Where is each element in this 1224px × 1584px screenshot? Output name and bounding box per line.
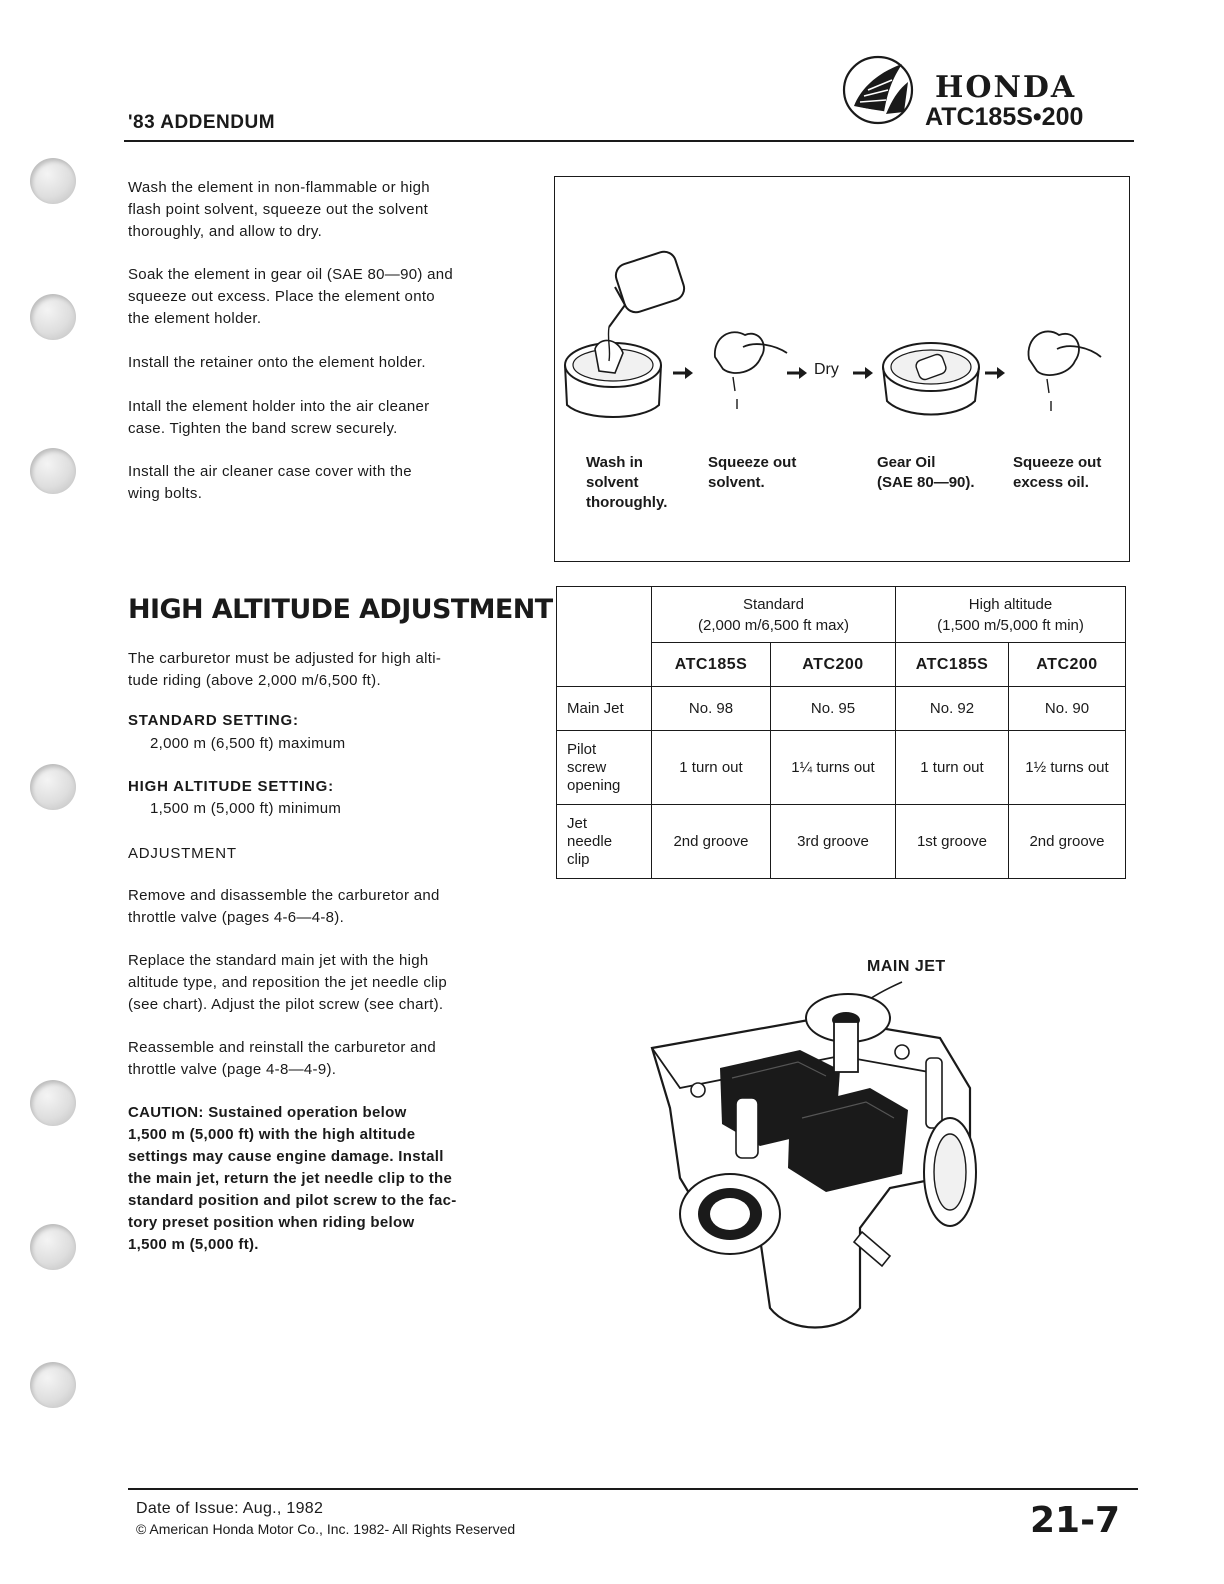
adjustment-step: Remove and disassemble the carburetor and throttle valve (pages 4-6—4-8).: [128, 887, 440, 926]
intro-paragraph: Intall the element holder into the air cleaner case. Tighten the band screw securely.: [128, 398, 430, 437]
table-cell: 3rd groove: [771, 805, 896, 879]
table-corner: [557, 587, 652, 687]
binder-hole: [30, 448, 76, 494]
adjustment-step: Replace the standard main jet with the high altitude type, and reposition the jet needle clip (see chart). Adjust the pilot screw (see chart).: [128, 952, 448, 1013]
table-cell: 2nd groove: [652, 805, 771, 879]
binder-hole: [30, 1224, 76, 1270]
table-row-label: Main Jet: [557, 687, 652, 731]
copyright-notice: © American Honda Motor Co., Inc. 1982- All Rights Reserved: [136, 1521, 516, 1537]
section-label: '83 ADDENDUM: [128, 112, 276, 133]
intro-paragraph: Install the retainer onto the element holder.: [128, 354, 426, 371]
footer-rule: [128, 1488, 1138, 1490]
binder-hole: [30, 294, 76, 340]
standard-setting-value: 2,000 m (6,500 ft) maximum: [150, 735, 346, 752]
table-model-header: ATC185S: [896, 643, 1009, 687]
step-caption: Wash in solvent thoroughly.: [586, 454, 668, 511]
high-altitude-setting-label: HIGH ALTITUDE SETTING:: [128, 778, 334, 795]
intro-paragraph: Soak the element in gear oil (SAE 80—90) and squeeze out excess. Place the element onto the element holder.: [128, 266, 454, 327]
brand-model: ATC185S•200: [925, 103, 1084, 131]
step-caption: Squeeze out excess oil.: [1013, 454, 1102, 491]
table-row: [557, 805, 1126, 879]
high-altitude-setting-value: 1,500 m (5,000 ft) minimum: [150, 800, 342, 817]
table-row-label: Pilot screw opening: [557, 731, 652, 805]
binder-hole: [30, 1080, 76, 1126]
table-model-header: ATC185S: [652, 643, 771, 687]
table-cell: No. 92: [896, 687, 1009, 731]
carburetor-illustration: [640, 978, 1000, 1340]
issue-date: Date of Issue: Aug., 1982: [136, 1500, 324, 1517]
table-row: [557, 687, 1126, 731]
table-model-header: ATC200: [1009, 643, 1126, 687]
table-row: [557, 731, 1126, 805]
table-model-header: ATC200: [771, 643, 896, 687]
altitude-intro: The carburetor must be adjusted for high alti- tude riding (above 2,000 m/6,500 ft).: [128, 650, 442, 689]
table-cell: 1 turn out: [652, 731, 771, 805]
intro-paragraph: Wash the element in non-flammable or high flash point solvent, squeeze out the solvent thoroughly, and allow to dry.: [128, 179, 430, 240]
dry-label: Dry: [814, 361, 839, 378]
binder-hole: [30, 158, 76, 204]
page-number: 21-7: [1030, 1500, 1121, 1541]
table-cell: 1½ turns out: [1009, 731, 1126, 805]
step-caption: Squeeze out solvent.: [708, 454, 797, 491]
table-group-header: High altitude (1,500 m/5,000 ft min): [896, 587, 1126, 643]
air-filter-procedure-diagram: [554, 176, 1130, 562]
adjustment-step: Reassemble and reinstall the carburetor and throttle valve (page 4-8—4-9).: [128, 1039, 437, 1078]
binder-hole: [30, 1362, 76, 1408]
jet-setting-table: [556, 586, 1126, 879]
table-cell: 2nd groove: [1009, 805, 1126, 879]
standard-setting-label: STANDARD SETTING:: [128, 712, 299, 729]
table-row-label: Jet needle clip: [557, 805, 652, 879]
caution-note: CAUTION: Sustained operation below 1,500 m (5,000 ft) with the high altitude settings may cause engine damage. Install the main jet, return the jet needle clip to the standard position and pilot screw to the fac- tory preset position when riding below 1,500 m (5,000 ft).: [128, 1104, 457, 1253]
table-cell: No. 90: [1009, 687, 1126, 731]
honda-wing-logo: [840, 50, 930, 140]
brand-name: HONDA: [935, 70, 1077, 105]
section-heading: HIGH ALTITUDE ADJUSTMENT: [128, 594, 553, 625]
table-cell: 1¼ turns out: [771, 731, 896, 805]
table-cell: 1st groove: [896, 805, 1009, 879]
procedure-illustration: [555, 177, 1129, 437]
adjustment-label: ADJUSTMENT: [128, 845, 237, 862]
table-cell: 1 turn out: [896, 731, 1009, 805]
binder-hole: [30, 764, 76, 810]
header-rule: [124, 140, 1134, 142]
intro-paragraph: Install the air cleaner case cover with the wing bolts.: [128, 463, 412, 502]
table-cell: No. 95: [771, 687, 896, 731]
main-jet-callout: MAIN JET: [867, 958, 946, 975]
table-cell: No. 98: [652, 687, 771, 731]
step-caption: Gear Oil (SAE 80—90).: [877, 454, 975, 491]
table-group-header: Standard (2,000 m/6,500 ft max): [652, 587, 896, 643]
